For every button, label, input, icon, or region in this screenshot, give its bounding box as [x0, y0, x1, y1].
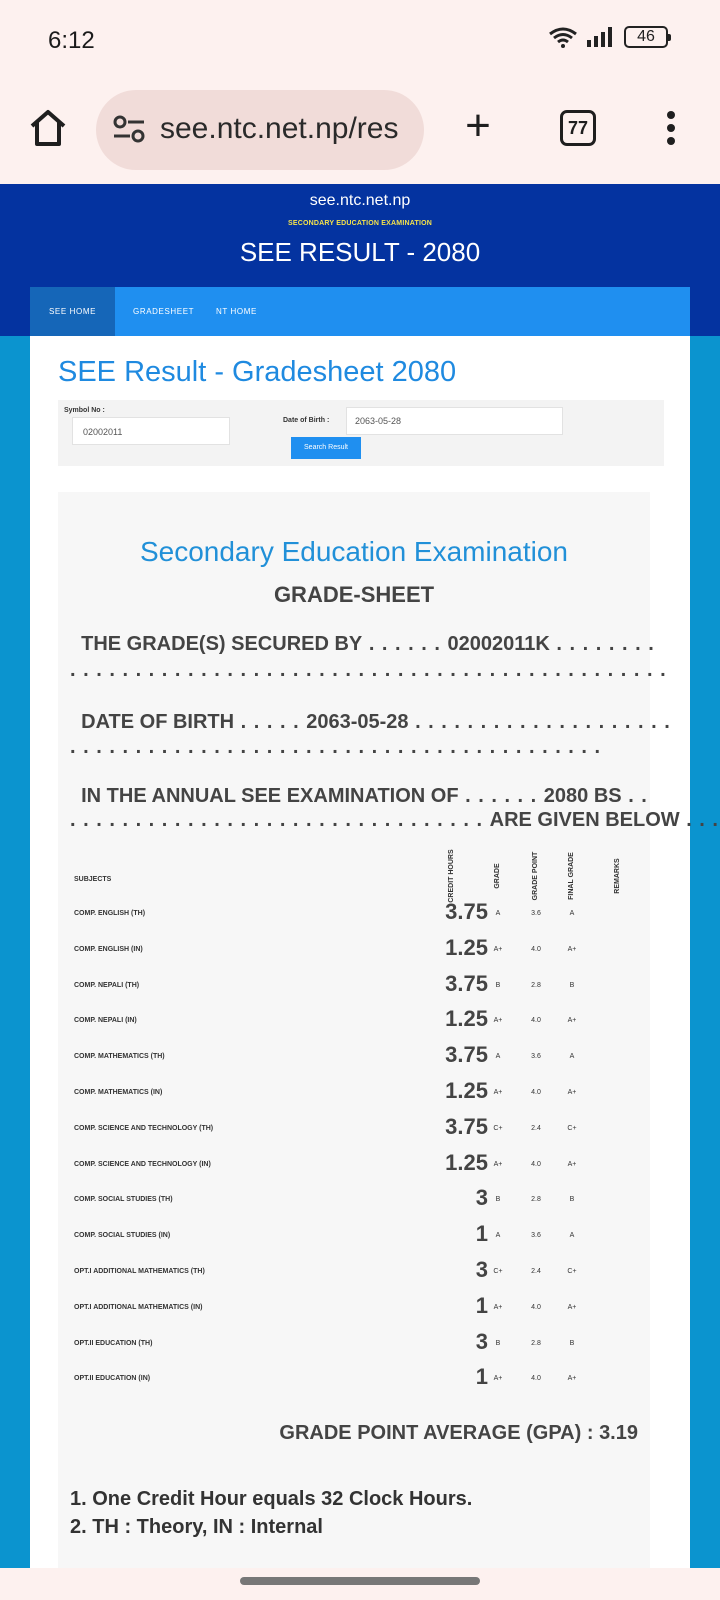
- grade-cell: A: [495, 1232, 501, 1240]
- exam-year: 2080 BS: [543, 785, 622, 807]
- final-grade-cell: A: [569, 1053, 575, 1061]
- grade-point-cell: 4.0: [531, 1017, 541, 1025]
- gradesheet: [58, 492, 719, 1568]
- grade-cell: A+: [493, 1160, 503, 1168]
- battery-icon: 46: [624, 26, 668, 48]
- home-icon[interactable]: [26, 106, 70, 150]
- dob-input[interactable]: 2063-05-28: [346, 407, 563, 435]
- final-grade-cell: B: [569, 981, 575, 989]
- table-row: [58, 1039, 650, 1075]
- credit-hours-cell: 1: [475, 1221, 488, 1247]
- tab-switcher-button[interactable]: 77: [560, 110, 596, 146]
- final-grade-cell: A+: [567, 1089, 577, 1096]
- gpa-line: [279, 1422, 638, 1445]
- gpa-label: GRADE POINT AVERAGE (GPA) :: [279, 1422, 594, 1444]
- header-grade: GRADE: [494, 863, 501, 889]
- site-header: [0, 184, 720, 336]
- table-row: [58, 1111, 650, 1147]
- subject-cell: COMP. NEPALI (TH): [74, 981, 140, 989]
- final-grade-cell: A+: [567, 945, 577, 953]
- dots-line: . . . . . . . . . . . . . . . . . . . . . . . . . . . . . . . . . . . . . . . . . . . . . .: [70, 659, 667, 681]
- grade-cell: A+: [493, 1375, 503, 1383]
- dob-label-sheet: DATE OF BIRTH: [81, 711, 235, 733]
- credit-hours-cell: 1.25: [445, 934, 488, 960]
- table-row: [58, 932, 650, 968]
- secured-label: THE GRADE(S) SECURED BY: [81, 633, 363, 655]
- nav-gradesheet[interactable]: GRADESHEET: [133, 307, 195, 316]
- symbol-full: 02002011K: [447, 633, 550, 655]
- grade-cell: C+: [493, 1268, 503, 1275]
- gesture-bar: [0, 1568, 720, 1600]
- subject-cell: OPT.II EDUCATION (IN): [74, 1375, 151, 1383]
- header-subjects: SUBJECTS: [74, 876, 112, 883]
- grade-point-cell: 4.0: [531, 1160, 541, 1168]
- header-final-grade: FINAL GRADE: [568, 852, 575, 900]
- status-time: 6:12: [48, 27, 95, 54]
- subject-cell: COMP. SCIENCE AND TECHNOLOGY (IN): [74, 1160, 211, 1168]
- credit-hours-cell: 3.75: [445, 1113, 488, 1139]
- grade-cell: A+: [493, 1017, 503, 1025]
- credit-hours-cell: 1.25: [445, 1006, 488, 1032]
- grade-cell: A: [495, 1053, 501, 1061]
- grade-cell: A+: [493, 1303, 503, 1311]
- status-bar: [0, 0, 720, 84]
- grade-point-cell: 3.6: [531, 1232, 541, 1240]
- credit-hours-cell: 1.25: [445, 1078, 488, 1103]
- table-row: [58, 1003, 650, 1039]
- address-bar[interactable]: [96, 90, 424, 170]
- credit-hours-cell: 3: [475, 1185, 488, 1211]
- dots-line: . . . . . . . . . . . . . . . . . . . . . . . . . . . . . . . . . . . . . . . . .: [70, 736, 602, 758]
- subject-cell: COMP. SOCIAL STUDIES (TH): [74, 1196, 173, 1204]
- credit-hours-cell: 3.75: [445, 970, 488, 996]
- page-title: SEE Result - Gradesheet 2080: [58, 356, 457, 388]
- subject-cell: OPT.I ADDITIONAL MATHEMATICS (IN): [74, 1303, 203, 1311]
- more-menu-icon[interactable]: [664, 108, 678, 148]
- note-2: 2. TH : Theory, IN : Internal: [70, 1516, 323, 1538]
- sheet-title: GRADE-SHEET: [273, 582, 435, 607]
- table-row: [58, 896, 650, 932]
- web-page: [0, 184, 720, 1568]
- gpa-value: 3.19: [599, 1422, 638, 1444]
- given-below: ARE GIVEN BELOW: [489, 809, 680, 831]
- annual-line: IN THE ANNUAL SEE EXAMINATION OF . . . . . . 2080 BS . .: [81, 785, 648, 807]
- table-row: [58, 1326, 650, 1362]
- dob-label: Date of Birth :: [283, 417, 330, 424]
- site-subtitle: SECONDARY EDUCATION EXAMINATION: [287, 220, 432, 227]
- credit-hours-cell: 3: [475, 1257, 488, 1282]
- url-text: see.ntc.net.np/res: [160, 112, 399, 145]
- final-grade-cell: A+: [567, 1303, 577, 1311]
- table-row: [58, 1218, 650, 1254]
- site-title: SEE RESULT - 2080: [239, 237, 481, 267]
- grade-point-cell: 3.6: [531, 910, 541, 917]
- grade-point-cell: 2.8: [531, 1339, 541, 1347]
- final-grade-cell: C+: [567, 1124, 577, 1132]
- subject-cell: OPT.I ADDITIONAL MATHEMATICS (TH): [74, 1268, 205, 1275]
- table-row: [58, 1290, 650, 1326]
- final-grade-cell: A+: [567, 1375, 577, 1383]
- grade-point-cell: 4.0: [531, 1089, 541, 1096]
- table-row: [58, 1361, 650, 1397]
- given-below-line: . . . . . . . . . . . . . . . . . . . . . . . . . . . . . . . . ARE GIVEN BELOW . . .: [70, 809, 719, 831]
- header-credit-hours: CREDIT HOURS: [448, 849, 455, 903]
- credit-hours-cell: 3.75: [445, 1042, 488, 1068]
- table-row: [58, 1147, 650, 1183]
- subject-cell: OPT.II EDUCATION (TH): [74, 1339, 153, 1347]
- secured-by-line: THE GRADE(S) SECURED BY . . . . . . 02002011K . . . . . . . .: [81, 633, 655, 655]
- dob-line: DATE OF BIRTH . . . . . 2063-05-28 . . . . . . . . . . . . . . . . . . . .: [81, 711, 671, 733]
- grade-point-cell: 4.0: [531, 1303, 541, 1311]
- note-1: 1. One Credit Hour equals 32 Clock Hours.: [70, 1488, 473, 1510]
- grade-cell: B: [495, 981, 501, 989]
- credit-hours-cell: 3: [475, 1328, 488, 1354]
- table-row: [58, 1075, 650, 1111]
- exam-title: Secondary Education Examination: [139, 536, 569, 567]
- wifi-icon: [548, 26, 578, 48]
- site-domain: see.ntc.net.np: [309, 192, 411, 209]
- credit-hours-cell: 1.25: [445, 1149, 488, 1175]
- final-grade-cell: A+: [567, 1017, 577, 1025]
- signal-icon: [586, 26, 616, 48]
- header-remarks: REMARKS: [614, 858, 621, 894]
- grade-point-cell: 4.0: [531, 1375, 541, 1383]
- site-settings-icon[interactable]: [112, 112, 146, 146]
- subject-cell: COMP. NEPALI (IN): [74, 1017, 137, 1025]
- subject-cell: COMP. MATHEMATICS (IN): [74, 1089, 163, 1096]
- annual-label: IN THE ANNUAL SEE EXAMINATION OF: [81, 785, 459, 807]
- grade-point-cell: 2.4: [531, 1268, 541, 1275]
- table-row: [58, 1182, 650, 1218]
- credit-hours-cell: 3.75: [445, 899, 488, 924]
- credit-hours-cell: 1: [475, 1364, 488, 1390]
- final-grade-cell: C+: [567, 1268, 577, 1275]
- grade-cell: B: [495, 1196, 501, 1204]
- home-gesture-pill[interactable]: [240, 1577, 480, 1585]
- status-icons: [548, 26, 668, 48]
- header-grade-point: GRADE POINT: [532, 851, 539, 901]
- grade-point-cell: 2.4: [531, 1124, 541, 1132]
- search-form: [58, 400, 664, 466]
- subject-cell: COMP. SOCIAL STUDIES (IN): [74, 1232, 171, 1240]
- final-grade-cell: B: [569, 1339, 575, 1347]
- final-grade-cell: A: [569, 1232, 575, 1240]
- symbol-input[interactable]: 02002011: [72, 417, 230, 445]
- grade-cell: A+: [493, 1089, 503, 1096]
- subject-cell: COMP. MATHEMATICS (TH): [74, 1053, 165, 1061]
- subject-cell: COMP. SCIENCE AND TECHNOLOGY (TH): [74, 1124, 214, 1132]
- grade-point-cell: 4.0: [531, 945, 541, 953]
- main-content: [30, 336, 719, 1568]
- browser-toolbar: [0, 84, 720, 184]
- grade-cell: A+: [493, 945, 503, 953]
- subject-cell: COMP. ENGLISH (IN): [74, 945, 143, 953]
- grade-cell: B: [495, 1339, 501, 1347]
- nav-see-home[interactable]: SEE HOME: [30, 287, 115, 336]
- table-row: [58, 968, 650, 1004]
- credit-hours-cell: 1: [475, 1292, 488, 1318]
- final-grade-cell: A+: [567, 1160, 577, 1168]
- dob-value-sheet: 2063-05-28: [306, 711, 409, 733]
- grade-cell: C+: [493, 1124, 503, 1132]
- grade-point-cell: 2.8: [531, 1196, 541, 1204]
- grade-point-cell: 2.8: [531, 981, 541, 989]
- nav-nt-home[interactable]: NT HOME: [216, 307, 257, 316]
- final-grade-cell: B: [569, 1196, 575, 1204]
- search-result-button[interactable]: Search Result: [291, 437, 361, 459]
- table-row: [58, 1254, 650, 1290]
- grade-point-cell: 3.6: [531, 1053, 541, 1061]
- new-tab-icon[interactable]: +: [465, 101, 491, 150]
- subject-cell: COMP. ENGLISH (TH): [74, 910, 146, 917]
- final-grade-cell: A: [569, 910, 575, 917]
- site-nav: [30, 287, 690, 336]
- symbol-label: Symbol No :: [64, 407, 105, 414]
- grade-cell: A: [495, 910, 501, 917]
